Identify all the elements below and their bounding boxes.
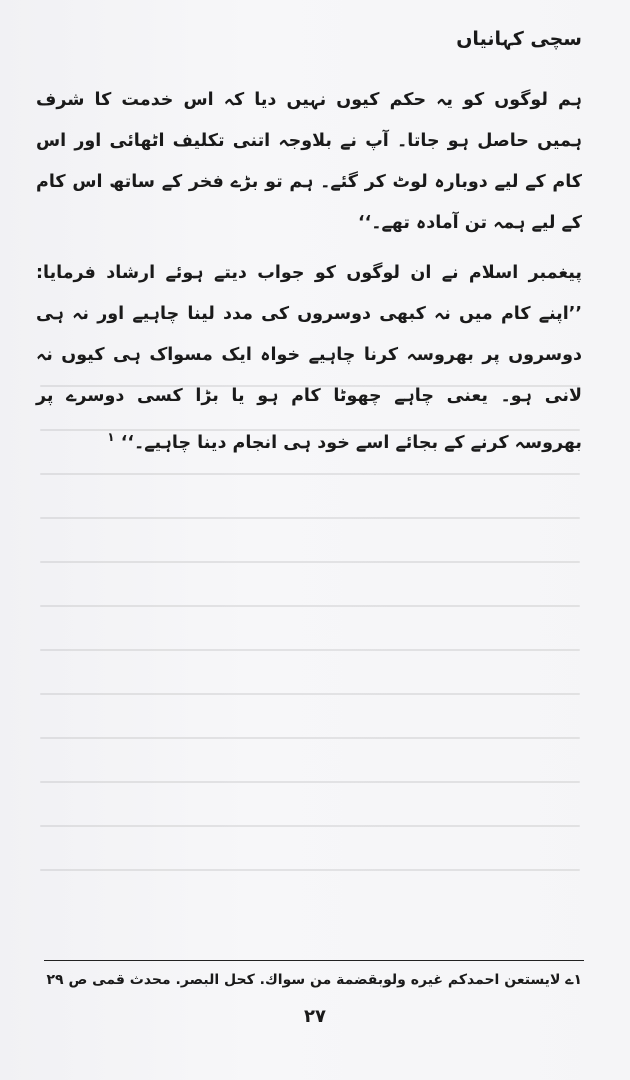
footnote: ۱ے لايستعن احمدكم غيره ولوبقضمة من سواك. كحل البصر. محدث قمى ص ۲۹ — [46, 972, 582, 988]
show-through-line — [40, 649, 580, 651]
paragraph-2-text: پیغمبر اسلام نے ان لوگوں کو جواب دیتے ہوئے ارشاد فرمایا: ’’اپنے کام میں نہ کبھی دوسروں کی مدد لینا چاہیے اور نہ ہی دوسروں پر بھروسہ کرنا چاہیے خواہ ایک مسواک ہی کیوں نہ لانی ہو۔ یعنی چاہے چھوٹا کام ہو یا بڑا کسی دوسرے پر بھروسہ کرنے کے بجائے اسے خود ہی انجام دینا چاہیے۔‘‘ — [36, 263, 582, 453]
show-through-line — [40, 693, 580, 695]
show-through-line — [40, 869, 580, 871]
body-text — [36, 80, 582, 473]
show-through-line — [40, 825, 580, 827]
show-through-line — [40, 517, 580, 519]
footnote-marker: ۱ — [107, 430, 115, 444]
show-through-line — [40, 737, 580, 739]
show-through-line — [40, 781, 580, 783]
show-through-line — [40, 605, 580, 607]
paragraph-1: ہم لوگوں کو یہ حکم کیوں نہیں دیا کہ اس خدمت کا شرف ہمیں حاصل ہو جاتا۔ آپ نے بلاوجہ اتنی تکلیف اٹھائی اور اس کام کے لیے دوبارہ لوٹ کر گئے۔ ہم تو بڑے فخر کے ساتھ اس کام کے لیے ہمہ تن آمادہ تھے۔‘‘ — [36, 90, 582, 233]
footnote-divider — [44, 960, 584, 961]
paragraph-2 — [36, 253, 582, 464]
page-number: ۲۷ — [304, 1006, 326, 1027]
running-header: سچی کہانیاں — [456, 28, 582, 50]
show-through-line — [40, 473, 580, 475]
show-through-line — [40, 561, 580, 563]
